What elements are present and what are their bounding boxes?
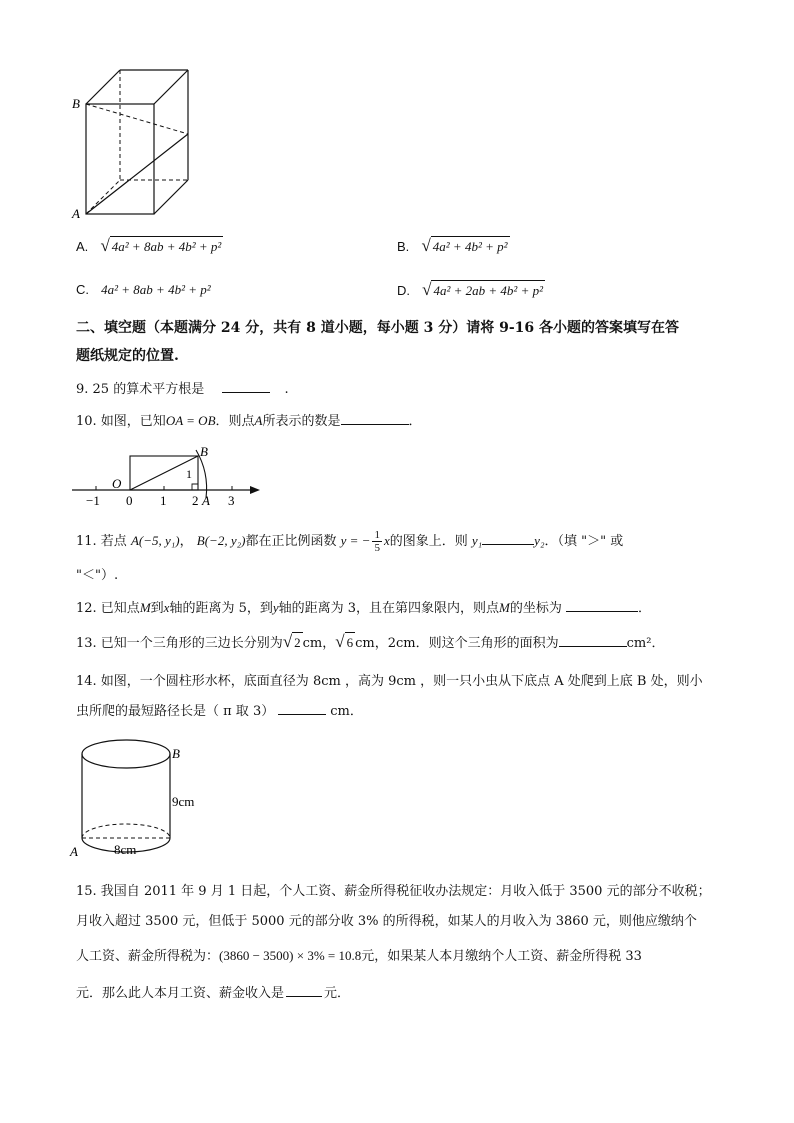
option-a-radicand: 4a² + 8ab + 4b² + p² [110,236,224,256]
q13-mid: ．则这个三角形的面积为 [415,636,559,651]
option-c-label: C. [76,282,89,297]
cylinder-label-a: A [70,844,78,859]
q12-answer-blank[interactable] [566,599,638,612]
q13-unit: cm² [626,636,652,651]
q13-unit2: cm [355,636,375,651]
radical-sign-icon: √ [282,632,293,651]
option-b [397,236,510,258]
question-12 [76,598,651,619]
q14-unit: cm [330,704,350,719]
q11-pre: 11. 若点 [76,534,127,549]
q10-var-a: A [254,413,263,428]
q13-answer-blank[interactable] [559,634,627,647]
numberline-figure [68,442,268,512]
q13-sep1: ， [322,636,336,651]
q13-pre: 13. 已知一个三角形的三边长分别为 [76,636,283,651]
q15-line3-expr: (3860 − 3500) × 3% = 10.8 [219,948,362,963]
question-15-line2 [76,912,697,932]
radical-sign-icon: √ [335,632,345,651]
option-c-expr: 4a² + 8ab + 4b² + p² [101,282,211,297]
numberline-label-1: 1 [160,493,167,508]
q11-fraction [372,529,382,554]
option-c [76,280,211,301]
cylinder-top-ellipse [82,740,170,768]
numberline-label-0: 0 [126,493,133,508]
q12-t1: 到 [150,601,164,616]
numberline-label-minus1: −1 [86,493,100,508]
question-9 [76,380,289,400]
question-11 [76,526,623,557]
numberline-label-one: 1 [186,467,192,481]
q11-sep: ， [179,534,193,549]
q15-line4-a: 元．那么此人本月工资、薪金收入是 [76,986,285,1001]
q10-equation: OA = OB [165,413,216,428]
q12-t4: 的坐标为 [509,601,562,616]
radical-sign-icon: √ [422,280,432,299]
q13-sqrt1 [283,632,303,652]
q15-line2: 月收入超过 3500 元，但低于 5000 元的部分收 3% 的所得税，如某人的月收入为 3860 元，则他应缴纳个 [76,914,697,929]
q13-side3: 2cm [387,636,416,651]
q12-m: M [139,600,151,615]
q12-x: x [163,600,170,615]
numberline-label-b: B [200,444,208,459]
prism-label-b: B [72,96,80,111]
q10-answer-blank[interactable] [341,412,409,425]
q10-end: ． [408,414,422,429]
option-a-sqrt [100,236,223,256]
q13-sqrt2 [335,632,355,652]
q11-point-a: A(−5, y₁) [130,533,180,548]
question-15 [76,882,711,902]
q11-y2: y₂ [534,533,545,548]
cylinder-bottom-back [82,824,170,838]
q15-line4-b: 元． [324,986,351,1001]
option-d-radicand: 4a² + 2ab + 4b² + p² [431,280,545,300]
q11-tail: ．（填 "＞" 或 [544,534,624,549]
numberline-label-3: 3 [228,493,235,508]
numberline-arrow-icon [250,486,260,494]
q12-t2: 轴的距离为 5，到 [169,601,273,616]
q13-unit1: cm [302,636,323,651]
q15-answer-blank[interactable] [286,984,322,997]
q11-answer-blank[interactable] [482,532,534,545]
option-d-sqrt [422,280,545,300]
option-d-label: D. [397,283,410,298]
q12-t3: 轴的距离为 3，且在第四象限内，则点 [278,601,500,616]
radical-sign-icon: √ [100,236,110,255]
q11-line2: "＜"）. [76,568,119,583]
cylinder-height-label: 9cm [172,794,195,809]
q15-line3-a: 人工资、薪金所得税为： [76,949,220,964]
numberline-label-a: A [202,493,210,508]
option-d [397,280,545,302]
cylinder-label-b: B [172,746,180,761]
q10-text3: 所表示的数是 [262,414,341,429]
q14-answer-blank[interactable] [278,702,326,715]
prism-figure [68,62,198,222]
q9-answer-blank[interactable] [222,380,270,393]
prism-path-dashed [86,104,188,134]
q14-line1: 14. 如图，一个圆柱形水杯，底面直径为 8cm ，高为 9cm ，则一只小虫从下底点 A 处爬到上底 B 处，则小 [76,674,703,689]
option-a [76,236,223,258]
q11-post: 的图象上．则 [389,534,468,549]
q12-m2: M [499,600,510,615]
prism-hidden-bottom-left [86,180,120,214]
prism-top-right-edge [154,70,188,104]
question-14 [76,672,703,692]
q13-radicand2: 6 [345,632,356,652]
q12-y: y [272,600,279,615]
numberline-label-2: 2 [192,493,199,508]
section-heading-line1: 二、填空题（本题满分 24 分，共有 8 道小题，每小题 3 分）请将 9-16 各小题的答案填写在答 [76,320,679,336]
question-14-line2 [76,702,363,722]
prism-top-left-edge [86,70,120,104]
question-11-line2 [76,566,118,586]
q10-text2: ．则点 [215,414,255,429]
q12-end: ． [638,601,652,616]
option-a-label: A. [76,239,89,254]
q10-text: 10. 如图，已知 [76,414,166,429]
question-15-line4 [76,984,350,1004]
prism-bottom-right-edge [154,180,188,214]
radical-sign-icon: √ [421,236,431,255]
q13-end: ． [651,636,665,651]
q11-fn-left: y = − [340,533,371,548]
q14-line2: 虫所爬的最短路径长是（ π 取 3） [76,704,275,719]
option-b-radicand: 4a² + 4b² + p² [431,236,510,256]
option-b-label: B. [397,239,410,254]
right-angle-marker-icon [192,484,198,490]
q11-point-b: B(−2, y₂) [196,533,246,548]
cylinder-diameter-label: 8cm [114,842,137,857]
q12-pre: 12. 已知点 [76,601,140,616]
cylinder-figure [68,732,208,864]
section-heading-line2: 题纸规定的位置. [76,348,179,364]
option-b-sqrt [421,236,509,256]
q13-radicand1: 2 [292,632,303,652]
q11-fraction-den: 5 [374,542,380,554]
q15-line1: 15. 我国自 2011 年 9 月 1 日起，个人工资、薪金所得税征收办法规定：月收入低于 3500 元的部分不收税； [76,884,711,899]
numberline-label-o: O [112,476,122,491]
q11-fn-right: x [383,533,390,548]
section-heading [76,314,724,370]
question-13 [76,632,665,654]
q9-end: . [284,382,289,397]
q9-text: 9. 25 的算术平方根是 [76,382,205,397]
prism-label-a: A [72,206,80,221]
prism-path-solid [86,134,188,214]
q11-fraction-num: 1 [374,529,380,541]
question-15-line3 [76,946,642,967]
q13-sep2: ， [374,636,388,651]
q14-end: ． [349,704,363,719]
q11-mid: 都在正比例函数 [245,534,337,549]
q11-y1: y₁ [471,533,483,548]
question-10 [76,411,422,432]
q15-line3-c: 元，如果某人本月缴纳个人工资、薪金所得税 33 [361,949,642,964]
